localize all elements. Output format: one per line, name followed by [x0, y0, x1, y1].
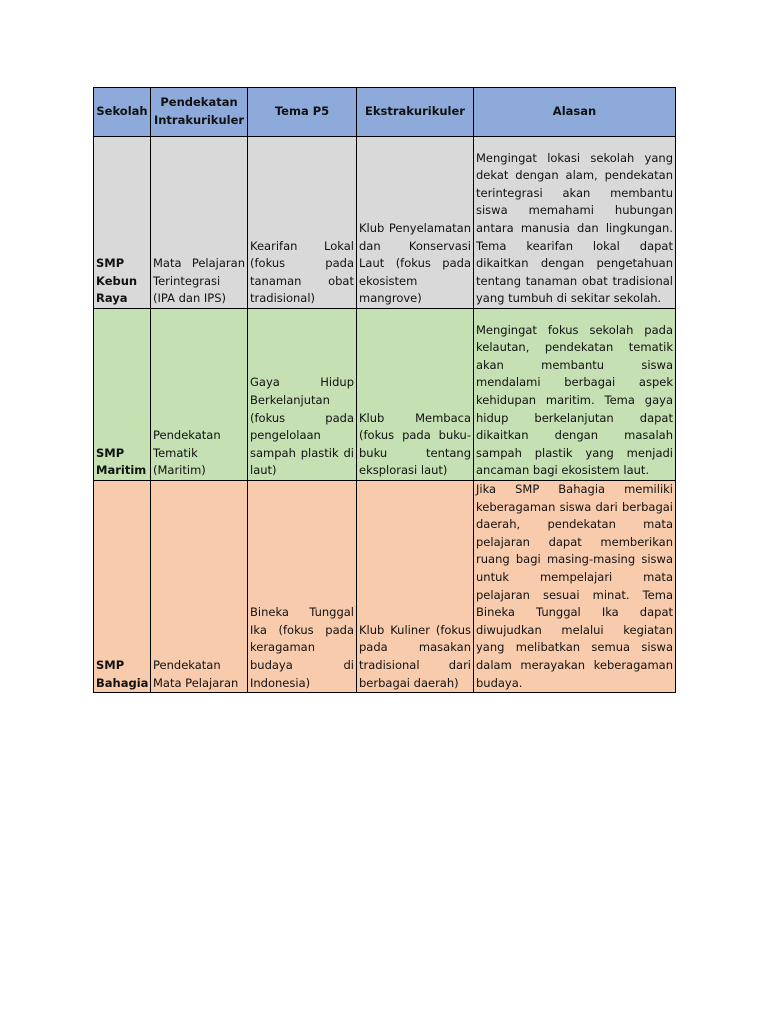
approach-cell: Pendekatan Tematik (Maritim): [151, 309, 248, 481]
header-row: [94, 88, 676, 137]
theme-cell: Gaya Hidup Berkelanjutan (fokus pada pengelolaan sampah plastik di laut): [248, 309, 357, 481]
reason-cell: Mengingat lokasi sekolah yang dekat dengan alam, pendekatan terintegrasi akan membantu siswa memahami hubungan antara manusia dan lingkungan. Tema kearifan lokal dapat dikaitkan dengan pengetahuan tentang tanaman obat tradisional yang tumbuh di sekitar sekolah.: [474, 137, 676, 309]
school-curriculum-table: [93, 87, 676, 693]
theme-cell: Bineka Tunggal Ika (fokus pada keragaman budaya di Indonesia): [248, 481, 357, 693]
header-pendekatan-intrakurikuler: Pendekatan Intrakurikuler: [151, 88, 248, 137]
school-cell: SMP Bahagia: [94, 481, 151, 693]
reason-cell: Mengingat fokus sekolah pada kelautan, pendekatan tematik akan membantu siswa mendalami berbagai aspek kehidupan maritim. Tema gaya hidup berkelanjutan dapat dikaitkan dengan masalah sampah plastik yang menjadi ancaman bagi ekosistem laut.: [474, 309, 676, 481]
extracurricular-cell: Klub Penyelamatan dan Konservasi Laut (fokus pada ekosistem mangrove): [357, 137, 474, 309]
header-sekolah: Sekolah: [94, 88, 151, 137]
extracurricular-cell: Klub Kuliner (fokus pada masakan tradisional dari berbagai daerah): [357, 481, 474, 693]
approach-cell: Mata Pelajaran Terintegrasi (IPA dan IPS): [151, 137, 248, 309]
header-alasan: Alasan: [474, 88, 676, 137]
table-row: [94, 481, 676, 693]
reason-cell: Jika SMP Bahagia memiliki keberagaman siswa dari berbagai daerah, pendekatan mata pelajaran dapat memberikan ruang bagi masing-masing siswa untuk mempelajari mata pelajaran sesuai minat. Tema Bineka Tunggal Ika dapat diwujudkan melalui kegiatan yang melibatkan semua siswa dalam merayakan keberagaman budaya.: [474, 481, 676, 693]
header-tema-p5: Tema P5: [248, 88, 357, 137]
header-ekstrakurikuler: Ekstrakurikuler: [357, 88, 474, 137]
extracurricular-cell: Klub Membaca (fokus pada buku-buku tentang eksplorasi laut): [357, 309, 474, 481]
school-cell: SMP Maritim: [94, 309, 151, 481]
table-row: [94, 309, 676, 481]
school-cell: SMP Kebun Raya: [94, 137, 151, 309]
theme-cell: Kearifan Lokal (fokus pada tanaman obat tradisional): [248, 137, 357, 309]
table-row: [94, 137, 676, 309]
approach-cell: Pendekatan Mata Pelajaran: [151, 481, 248, 693]
